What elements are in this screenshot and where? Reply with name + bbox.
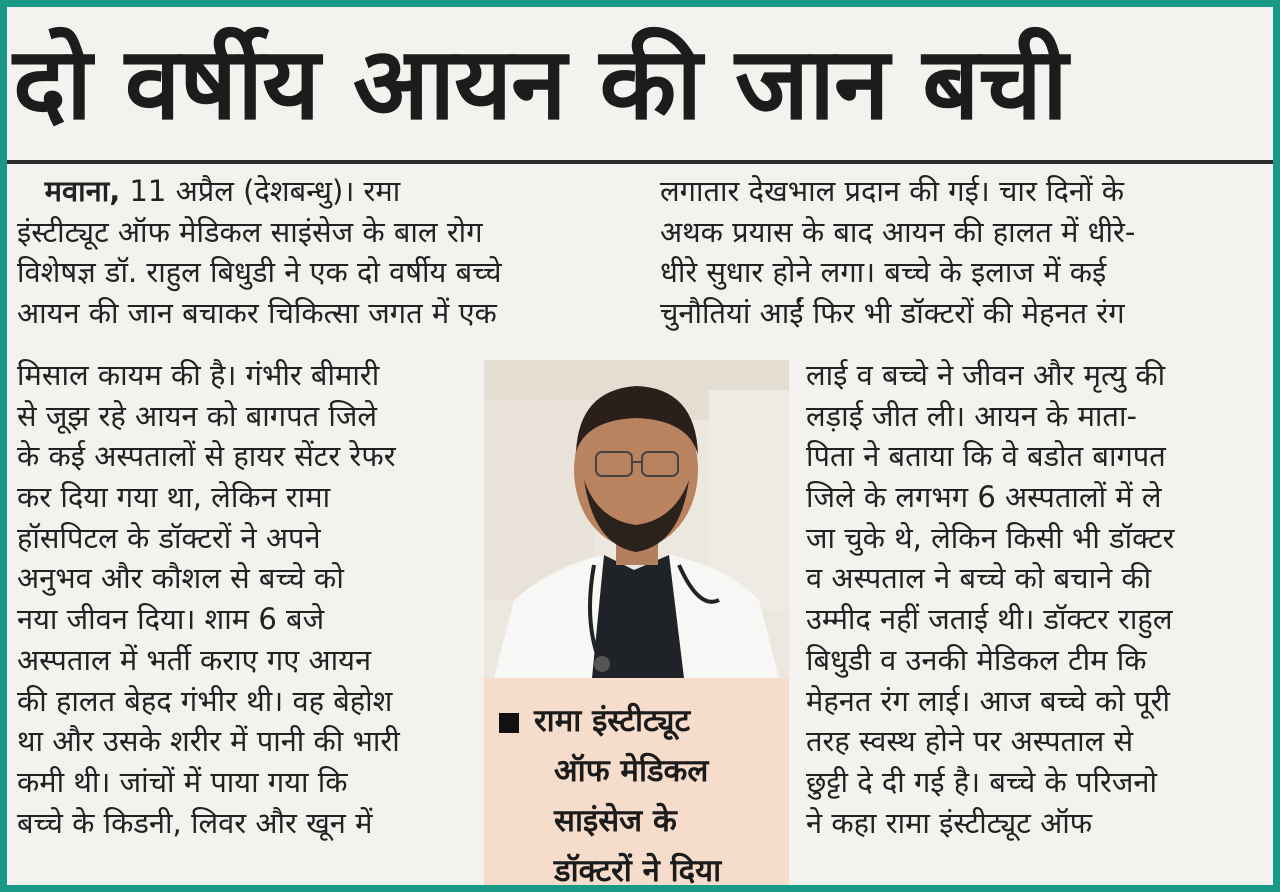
headline-rule <box>7 160 1273 164</box>
article-line: हॉसपिटल के डॉक्टरों ने अपने <box>17 520 321 555</box>
article-line: से जूझ रहे आयन को बागपत जिले <box>17 398 378 433</box>
article-column-left-bottom <box>17 355 472 885</box>
article-line: मवाना, 11 अप्रैल (देशबन्धु)। रमा <box>44 174 401 208</box>
article-line: था और उसके शरीर में पानी की भारी <box>17 724 400 759</box>
photo-caption <box>498 696 788 885</box>
article-line: अनुभव और कौशल से बच्चे को <box>17 561 344 596</box>
article-line: लगातार देखभाल प्रदान की गई। चार दिनों के <box>660 174 1125 208</box>
article-line: की हालत बेहद गंभीर थी। वह बेहोश <box>17 683 393 718</box>
article-line: मिसाल कायम की है। गंभीर बीमारी <box>17 358 380 392</box>
article-line: के कई अस्पतालों से हायर सेंटर रेफर <box>17 439 396 474</box>
doctor-portrait-image <box>484 360 789 678</box>
article-line: अस्पताल में भर्ती कराए गए आयन <box>17 642 372 677</box>
article-line: अथक प्रयास के बाद आयन की हालत में धीरे- <box>660 214 1136 249</box>
article-line: आयन की जान बचाकर चिकित्सा जगत में एक <box>17 296 497 331</box>
headline: दो वर्षीय आयन की जान बची <box>13 25 1067 142</box>
doctor-photo <box>484 360 789 678</box>
article-line: मेहनत रंग लाई। आज बच्चे को पूरी <box>806 683 1170 718</box>
article-line: धीरे सुधार होने लगा। बच्चे के इलाज में कई <box>660 255 1107 290</box>
article-line: कमी थी। जांचों में पाया गया कि <box>17 764 348 799</box>
photo-caption-box <box>484 678 789 885</box>
caption-line: ऑफ मेडिकल <box>554 753 709 789</box>
article-line: कर दिया गया था, लेकिन रामा <box>17 480 331 515</box>
article-line: ने कहा रामा इंस्टीट्यूट ऑफ <box>806 805 1093 840</box>
article-line: चुनौतियां आईं फिर भी डॉक्टरों की मेहनत रंग <box>660 296 1125 331</box>
article-line: नया जीवन दिया। शाम 6 बजे <box>17 602 325 637</box>
article-line: तरह स्वस्थ होने पर अस्पताल से <box>806 724 1134 759</box>
newspaper-clipping <box>7 7 1273 885</box>
article-line: पिता ने बताया कि वे बडोत बागपत <box>806 439 1166 474</box>
article-column-right-bottom <box>806 355 1258 885</box>
caption-line: रामा इंस्टीट्यूट <box>534 703 691 739</box>
article-line: इंस्टीट्यूट ऑफ मेडिकल साइंसेज के बाल रोग <box>17 214 483 249</box>
article-line: छुट्टी दे दी गई है। बच्चे के परिजनो <box>806 764 1157 799</box>
caption-line: साइंसेज के <box>554 803 677 839</box>
article-line: लड़ाई जीत ली। आयन के माता- <box>806 398 1137 433</box>
article-column-right-top <box>660 171 1258 351</box>
article-line: जिले के लगभग 6 अस्पतालों में ले <box>806 480 1162 515</box>
article-line: लाई व बच्चे ने जीवन और मृत्यु की <box>806 358 1166 392</box>
article-line: उम्मीद नहीं जताई थी। डॉक्टर राहुल <box>806 602 1173 637</box>
article-line: बिधुडी व उनकी मेडिकल टीम कि <box>806 642 1147 677</box>
article-line: व अस्पताल ने बच्चे को बचाने की <box>806 561 1152 596</box>
article-line: बच्चे के किडनी, लिवर और खून में <box>17 805 373 840</box>
dateline: मवाना, <box>44 174 121 208</box>
article-column-left-top <box>17 171 611 351</box>
article-line: जा चुके थे, लेकिन किसी भी डॉक्टर <box>806 520 1175 555</box>
caption-line: डॉक्टरों ने दिया <box>554 853 722 885</box>
article-line: विशेषज्ञ डॉ. राहुल बिधुडी ने एक दो वर्षीय बच्चे <box>17 255 502 290</box>
